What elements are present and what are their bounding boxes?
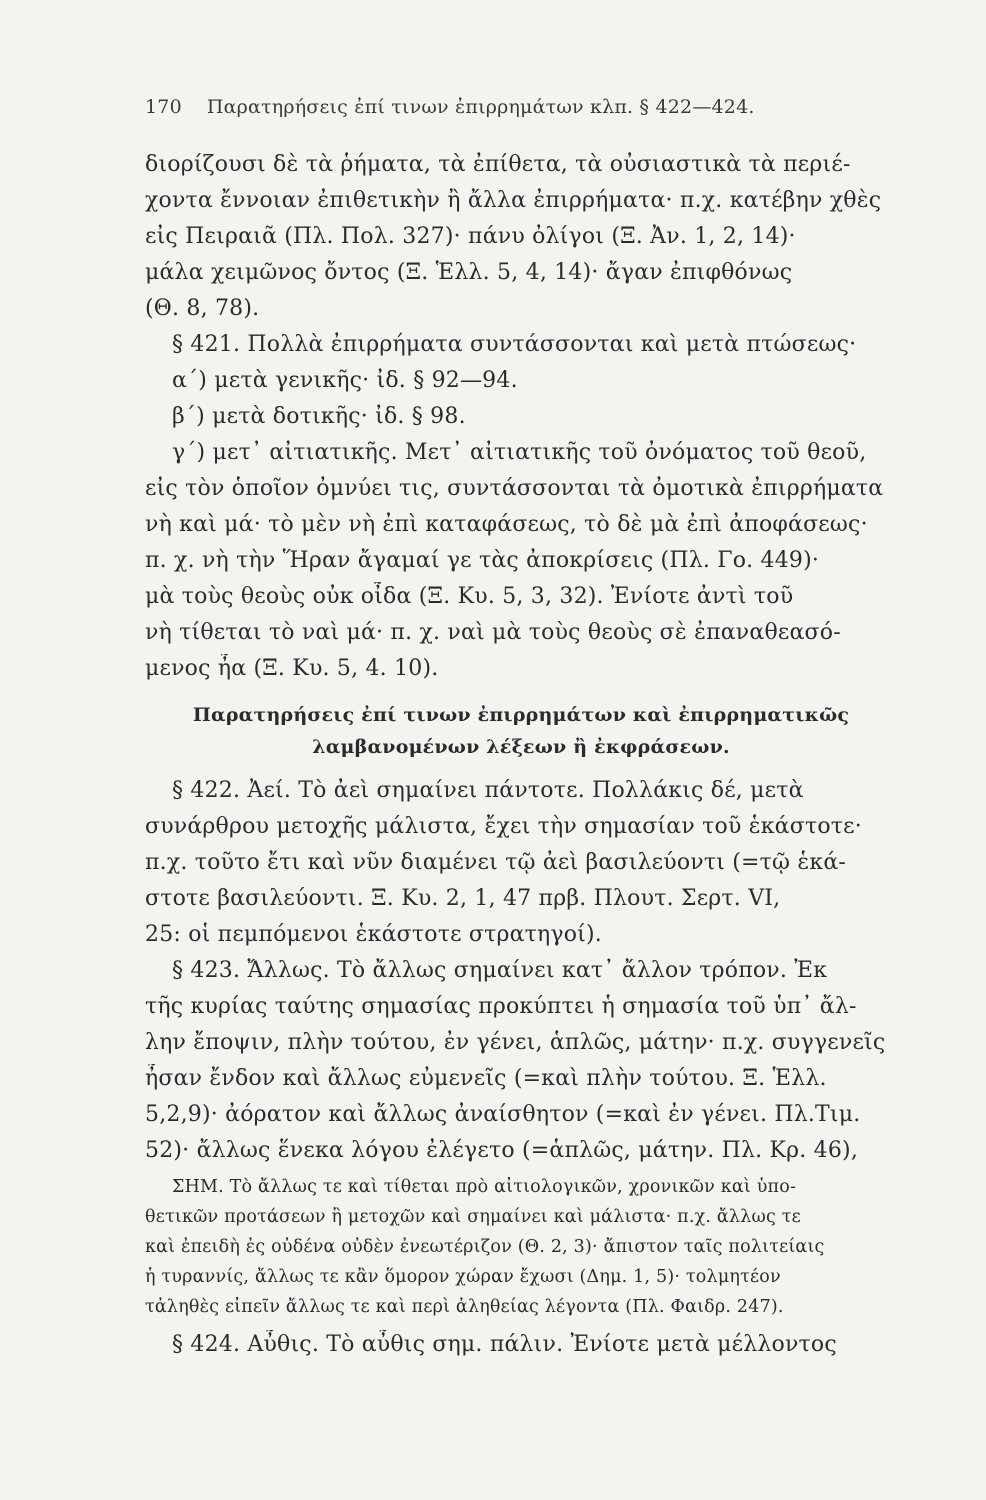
text-line: 52)· ἄλλως ἕνεκα λόγου ἐλέγετο (=ἁπλῶς, μάτην. Πλ. Κρ. 46), bbox=[145, 1138, 859, 1163]
text-line: β΄) μετὰ δοτικῆς· ἰδ. § 98. bbox=[172, 404, 466, 429]
text-line: νὴ καὶ μά· τὸ μὲν νὴ ἐπὶ καταφάσεως, τὸ δὲ μὰ ἐπὶ ἀποφάσεως· bbox=[145, 512, 868, 537]
section-heading-line: λαμβανομένων λέξεων ἢ ἐκφράσεων. bbox=[312, 736, 730, 758]
text-line: 5,2,9)· ἀόρατον καὶ ἄλλως ἀναίσθητον (=καὶ ἐν γένει. Πλ.Τιμ. bbox=[145, 1102, 861, 1127]
text-line: νὴ τίθεται τὸ ναὶ μά· π. χ. ναὶ μὰ τοὺς θεοὺς σὲ ἐπαναθεασό- bbox=[145, 620, 841, 645]
text-line: μάλα χειμῶνος ὄντος (Ξ. Ἑλλ. 5, 4, 14)· ἄγαν ἐπιφθόνως bbox=[145, 260, 793, 285]
footnote-line: ἡ τυραννίς, ἄλλως τε κἂν ὅμορον χώραν ἔχωσι (Δημ. 1, 5)· τολμητέον bbox=[145, 1267, 781, 1287]
paragraph-424-start: § 424. Αὖθις. Τὸ αὖθις σημ. πάλιν. Ἐνίοτε μετὰ μέλλοντος bbox=[172, 1332, 837, 1357]
footnote-line: καὶ ἐπειδὴ ἐς οὐδένα οὐδὲν ἐνεωτέριζον (Θ. 2, 3)· ἄπιστον ταῖς πολιτείαις bbox=[145, 1237, 825, 1257]
text-line: λην ἔποψιν, πλὴν τούτου, ἐν γένει, ἁπλῶς, μάτην· π.χ. συγγενεῖς bbox=[145, 1030, 886, 1055]
text-line: τῆς κυρίας ταύτης σημασίας προκύπτει ἡ σημασία τοῦ ὑπ᾽ ἄλ- bbox=[145, 994, 857, 1019]
text-line: εἰς τὸν ὁποῖον ὀμνύει τις, συντάσσονται τὰ ὀμοτικὰ ἐπιρρήματα bbox=[145, 476, 884, 501]
text-line: εἰς Πειραιᾶ (Πλ. Πολ. 327)· πάνυ ὀλίγοι (Ξ. Ἀν. 1, 2, 14)· bbox=[145, 224, 796, 249]
text-line: μὰ τοὺς θεοὺς οὐκ οἶδα (Ξ. Κυ. 5, 3, 32). Ἐνίοτε ἀντὶ τοῦ bbox=[145, 584, 794, 609]
text-line: γ΄) μετ᾽ αἰτιατικῆς. Μετ᾽ αἰτιατικῆς τοῦ ὀνόματος τοῦ θεοῦ, bbox=[172, 440, 867, 465]
text-line: μενος ἦα (Ξ. Κυ. 5, 4. 10). bbox=[145, 656, 439, 681]
running-title: Παρατηρήσεις ἐπί τινων ἐπιρρημάτων κλπ. § 422—424. bbox=[206, 96, 755, 118]
footnote-line: ΣΗΜ. Τὸ ἄλλως τε καὶ τίθεται πρὸ αἰτιολογικῶν, χρονικῶν καὶ ὑπο- bbox=[172, 1177, 797, 1197]
text-line: π. χ. νὴ τὴν Ἥραν ἄγαμαί γε τὰς ἀποκρίσεις (Πλ. Γο. 449)· bbox=[145, 548, 820, 573]
page-number: 170 bbox=[145, 96, 182, 118]
footnote-line: θετικῶν προτάσεων ἢ μετοχῶν καὶ σημαίνει καὶ μάλιστα· π.χ. ἄλλως τε bbox=[145, 1207, 801, 1227]
text-line: α΄) μετὰ γενικῆς· ἰδ. § 92—94. bbox=[172, 368, 518, 393]
text-line: (Θ. 8, 78). bbox=[145, 296, 260, 321]
text-line: συνάρθρου μετοχῆς μάλιστα, ἔχει τὴν σημασίαν τοῦ ἑκάστοτε· bbox=[145, 814, 862, 839]
text-line: ἦσαν ἔνδον καὶ ἄλλως εὐμενεῖς (=καὶ πλὴν τούτου. Ξ. Ἑλλ. bbox=[145, 1066, 827, 1091]
paragraph-423-start: § 423. Ἄλλως. Τὸ ἄλλως σημαίνει κατ᾽ ἄλλον τρόπον. Ἐκ bbox=[172, 958, 828, 983]
text-line: π.χ. τοῦτο ἔτι καὶ νῦν διαμένει τῷ ἀεὶ βασιλεύοντι (=τῷ ἑκά- bbox=[145, 850, 847, 875]
text-line: διορίζουσι δὲ τὰ ῥήματα, τὰ ἐπίθετα, τὰ οὐσιαστικὰ τὰ περιέ- bbox=[145, 152, 851, 177]
footnote-line: τἀληθὲς εἰπεῖν ἄλλως τε καὶ περὶ ἀληθείας λέγοντα (Πλ. Φαιδρ. 247). bbox=[145, 1297, 784, 1317]
paragraph-421-start: § 421. Πολλὰ ἐπιρρήματα συντάσσονται καὶ μετὰ πτώσεως· bbox=[172, 332, 857, 357]
text-line: στοτε βασιλεύοντι. Ξ. Κυ. 2, 1, 47 πρβ. Πλουτ. Σερτ. VI, bbox=[145, 886, 781, 911]
section-heading-line: Παρατηρήσεις ἐπί τινων ἐπιρρημάτων καὶ ἐπιρρηματικῶς bbox=[192, 704, 850, 726]
text-line: 25: οἱ πεμπόμενοι ἑκάστοτε στρατηγοί). bbox=[145, 922, 602, 947]
running-header bbox=[145, 92, 897, 122]
text-line: χοντα ἔννοιαν ἐπιθετικὴν ἢ ἄλλα ἐπιρρήματα· π.χ. κατέβην χθὲς bbox=[145, 188, 882, 213]
paragraph-422-start: § 422. Ἀεί. Τὸ ἀεὶ σημαίνει πάντοτε. Πολλάκις δέ, μετὰ bbox=[172, 778, 804, 803]
